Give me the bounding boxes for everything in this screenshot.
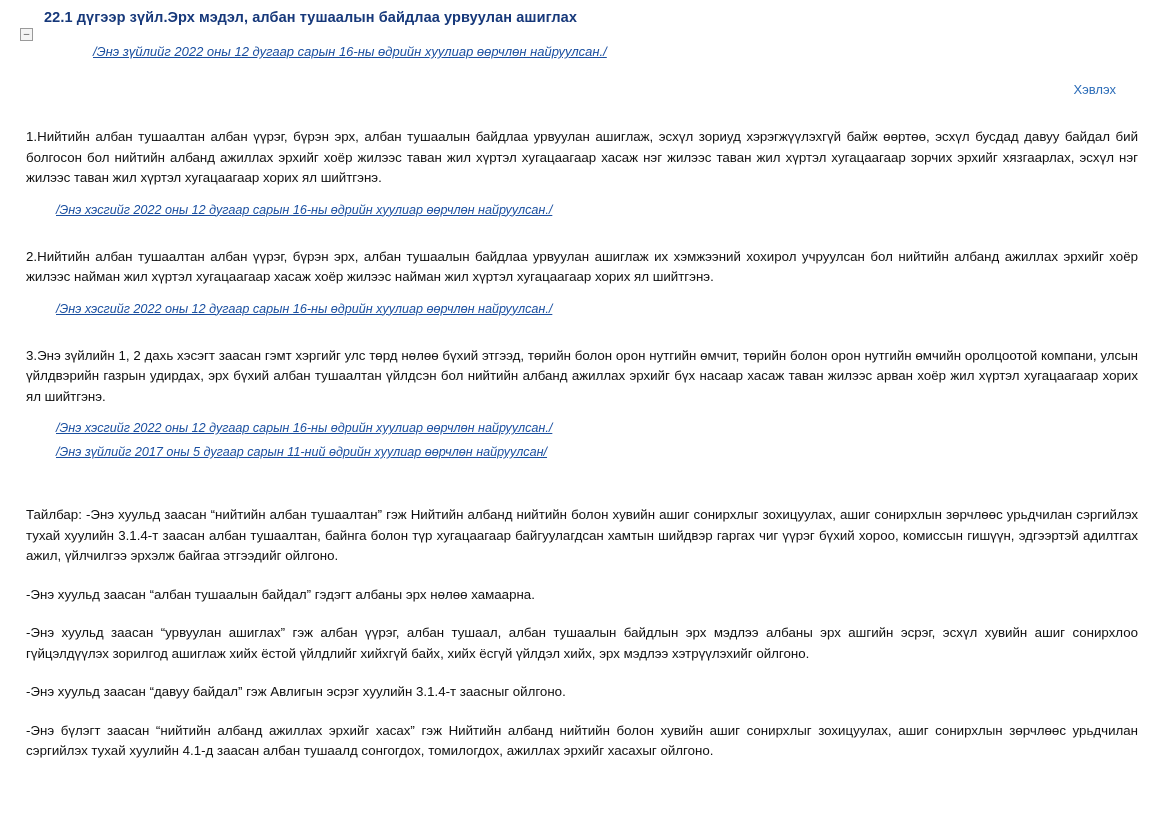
amendment-note-link[interactable]: /Энэ хэсгийг 2022 оны 12 дугаар сарын 16-ны өдрийн хуулиар өөрчлөн найруулсан./ <box>56 421 553 435</box>
article-section-2 <box>26 247 1138 318</box>
amendment-note-link[interactable]: /Энэ зүйлийг 2022 оны 12 дугаар сарын 16-ны өдрийн хуулиар өөрчлөн найруулсан./ <box>93 44 607 59</box>
explanation-paragraph: -Энэ хуульд заасан “албан тушаалын байдал” гэдэгт албаны эрх нөлөө хамаарна. <box>26 586 535 602</box>
article-paragraph: 2.Нийтийн албан тушаалтан албан үүрэг, бүрэн эрх, албан тушаалын байдлаа урвуулан ашиглаж их хэмжээний хохирол учруулсан бол нийтийн албанд ажиллах эрхийг хоёр жилээс найман жил хүртэл хугацаагаар хасаж хоёр жилээс найман жил хүртэл хугацаагаар хорих ял шийтгэнэ. <box>26 248 1138 284</box>
amendment-note-link[interactable]: /Энэ хэсгийг 2022 оны 12 дугаар сарын 16-ны өдрийн хуулиар өөрчлөн найруулсан./ <box>56 301 553 316</box>
left-rail <box>0 0 18 828</box>
print-row <box>26 81 1138 99</box>
explanation-section <box>26 505 1138 762</box>
explanation-paragraph: -Энэ бүлэгт заасан “нийтийн албанд ажиллах эрхийг хасах” гэж Нийтийн албанд нийтийн болон хувийн ашиг сонирхлыг зохицуулах, ашиг сонирхлын зөрчлөөс урьдчилан сэргийлэх тухай хуулийн 4.1-д заасан албан тушаалд сонгогдох, томилогдох, ажиллах эрхийг хасахыг ойлгоно. <box>26 722 1138 758</box>
article-paragraph: 3.Энэ зүйлийн 1, 2 дахь хэсэгт заасан гэмт хэргийг улс төрд нөлөө бүхий этгээд, төрийн болон орон нутгийн өмчит, төрийн болон орон нутгийн өмчийн оролцоотой компани, улсын үйлдвэрийн газрын удирдах, эрх бүхий албан тушаалтан үйлдсэн бол нийтийн албанд ажиллах эрхийг бүх насаар хасаж таван жилээс арван хоёр жил хүртэл хугацаагаар хорих ял шийтгэнэ. <box>26 347 1138 404</box>
amendment-note-link[interactable]: /Энэ зүйлийг 2017 оны 5 дугаар сарын 11-ний өдрийн хуулиар өөрчлөн найруулсан/ <box>56 445 548 459</box>
document-content <box>26 0 1138 762</box>
explanation-paragraph: -Энэ хуульд заасан “давуу байдал” гэж Авлигын эсрэг хуулийн 3.1.4-т заасныг ойлгоно. <box>26 684 566 699</box>
article-section-1 <box>26 127 1138 219</box>
amendment-note-link[interactable]: /Энэ хэсгийг 2022 оны 12 дугаар сарын 16-ны өдрийн хуулиар өөрчлөн найруулсан./ <box>56 202 553 217</box>
collapse-toggle-button[interactable]: – <box>20 28 33 41</box>
article-paragraph: 1.Нийтийн албан тушаалтан албан үүрэг, бүрэн эрх, албан тушаалын байдлаа урвуулан ашиглаж, эсхүл зориуд хэрэгжүүлэхгүй байж өөртөө, эсхүл бусдад давуу байдал бий болгосон бол нийтийн албанд ажиллах эрхийг хоёр жилээс таван жил хүртэл хугацаагаар хасаж нэг жилээс таван жил хүртэл хугацаагаар зорчих эрхийг хязгаарлах, эсхүл нэг жилээс таван жил хүртэл хугацаагаар хорих ял шийтгэнэ. <box>26 129 1138 185</box>
print-link[interactable]: Хэвлэх <box>1073 82 1116 97</box>
page-title: 22.1 дүгээр зүйл.Эрх мэдэл, албан тушаалын байдлаа урвуулан ашиглах <box>44 10 578 26</box>
article-section-3 <box>26 346 1138 462</box>
explanation-paragraph: Тайлбар: -Энэ хуульд заасан “нийтийн албан тушаалтан” гэж Нийтийн албанд нийтийн болон хувийн ашиг сонирхлыг зохицуулах, ашиг сонирхлын зөрчлөөс урьдчилан сэргийлэх тухай хуулийн 3.1.4-т заасан албан тушаалтан, байнга болон түр хугацаагаар байгуулагдсан хамтын шийдвэр гаргах чиг үүрэг бүхий хороо, комиссын гишүүн, эдгээртэй адилтгах ажил, үйлчилгээ эрхэлж байгаа этгээдийг ойлгоно. <box>26 507 1138 563</box>
explanation-paragraph: -Энэ хуульд заасан “урвуулан ашиглах” гэж албан үүрэг, албан тушаал, албан тушаалын байдлын эрх мэдлээ албаны эрх ашгийн эсрэг, эсхүл хувийн ашиг сонирхлоо гүйцэлдүүлэх зорилгод ашиглаж хийх ёстой үйлдлийг хийхгүй байх, хийх ёсгүй үйлдэл хийх, эрх мэдлээ хэтрүүлэхийг ойлгоно. <box>26 625 1138 661</box>
